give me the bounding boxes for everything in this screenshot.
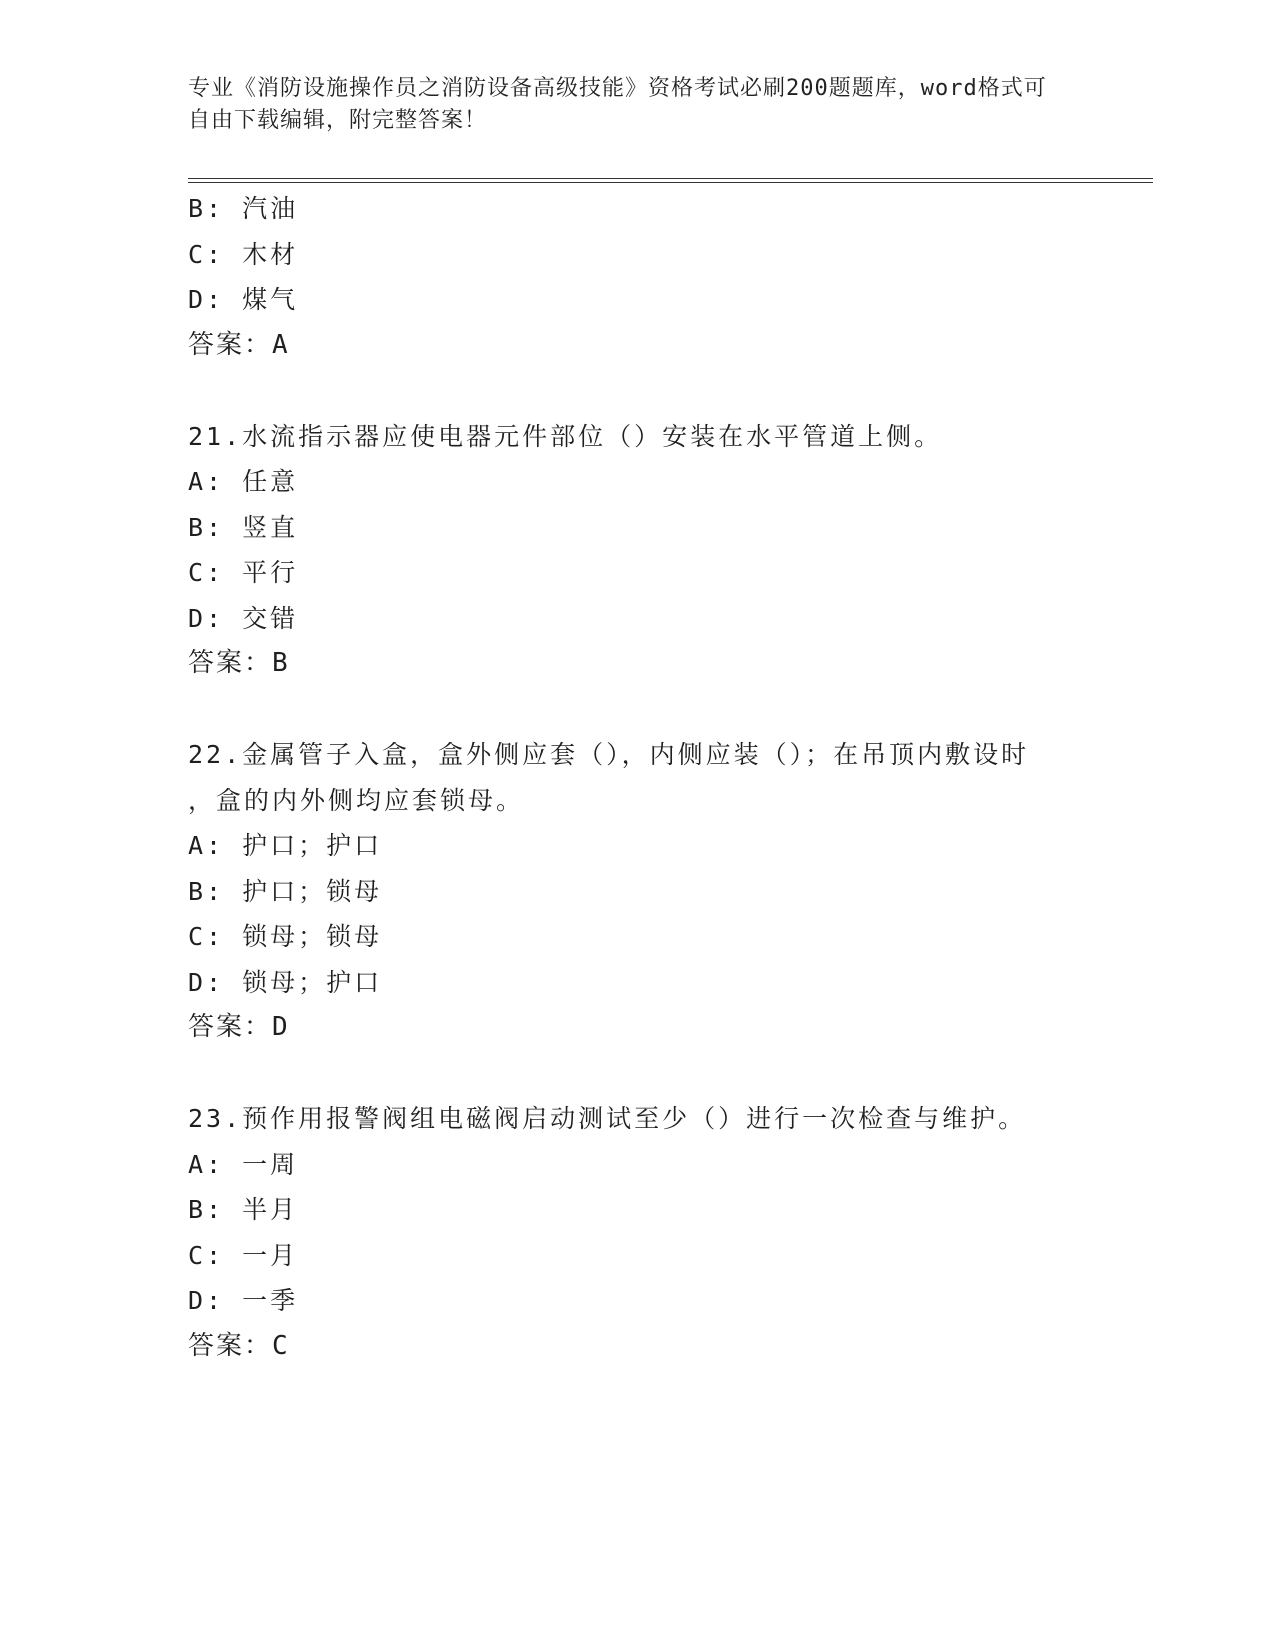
question-23 xyxy=(188,1096,1088,1369)
header-divider-top xyxy=(188,178,1153,179)
question-text-line-1: 22.金属管子入盒，盒外侧应套（），内侧应装（）；在吊顶内敷设时 xyxy=(188,740,1030,769)
option-d: D: 锁母；护口 xyxy=(188,967,383,997)
question-list xyxy=(188,186,1088,1369)
option-b: B: 半月 xyxy=(188,1195,299,1224)
option-a: A: 一周 xyxy=(188,1149,299,1179)
option-c: C: 平行 xyxy=(188,558,299,587)
spacer xyxy=(188,368,1088,414)
option-b: B: 竖直 xyxy=(188,512,299,542)
option-b: B: 护口；锁母 xyxy=(188,876,383,906)
option-a: A: 护口；护口 xyxy=(188,831,383,860)
option-c: C: 锁母；锁母 xyxy=(188,922,383,951)
header-divider-bottom xyxy=(188,182,1153,183)
document-header xyxy=(188,73,1068,137)
option-a: A: 任意 xyxy=(188,467,299,496)
answer: 答案：D xyxy=(188,1012,290,1042)
question-text-line-2: ，盒的内外侧均应套锁母。 xyxy=(188,785,525,815)
spacer xyxy=(188,687,1088,733)
spacer xyxy=(188,1051,1088,1097)
option-d: D: 煤气 xyxy=(188,285,299,314)
header-title: 专业《消防设施操作员之消防设备高级技能》资格考试必刷200题题库，word格式可自由下载编辑，附完整答案！ xyxy=(188,76,1047,133)
option-d: D: 交错 xyxy=(188,603,299,633)
question-21 xyxy=(188,414,1088,687)
question-20-continued xyxy=(188,186,1088,368)
answer: 答案：C xyxy=(188,1330,290,1361)
question-text: 21.水流指示器应使电器元件部位（）安装在水平管道上侧。 xyxy=(188,421,943,451)
option-c: C: 木材 xyxy=(188,239,299,269)
option-d: D: 一季 xyxy=(188,1286,299,1315)
answer: 答案：B xyxy=(188,648,290,678)
question-22 xyxy=(188,732,1088,1051)
option-b: B: 汽油 xyxy=(188,194,299,223)
answer: 答案：A xyxy=(188,329,290,360)
question-text: 23.预作用报警阀组电磁阀启动测试至少（）进行一次检查与维护。 xyxy=(188,1104,1027,1133)
option-c: C: 一月 xyxy=(188,1240,299,1270)
